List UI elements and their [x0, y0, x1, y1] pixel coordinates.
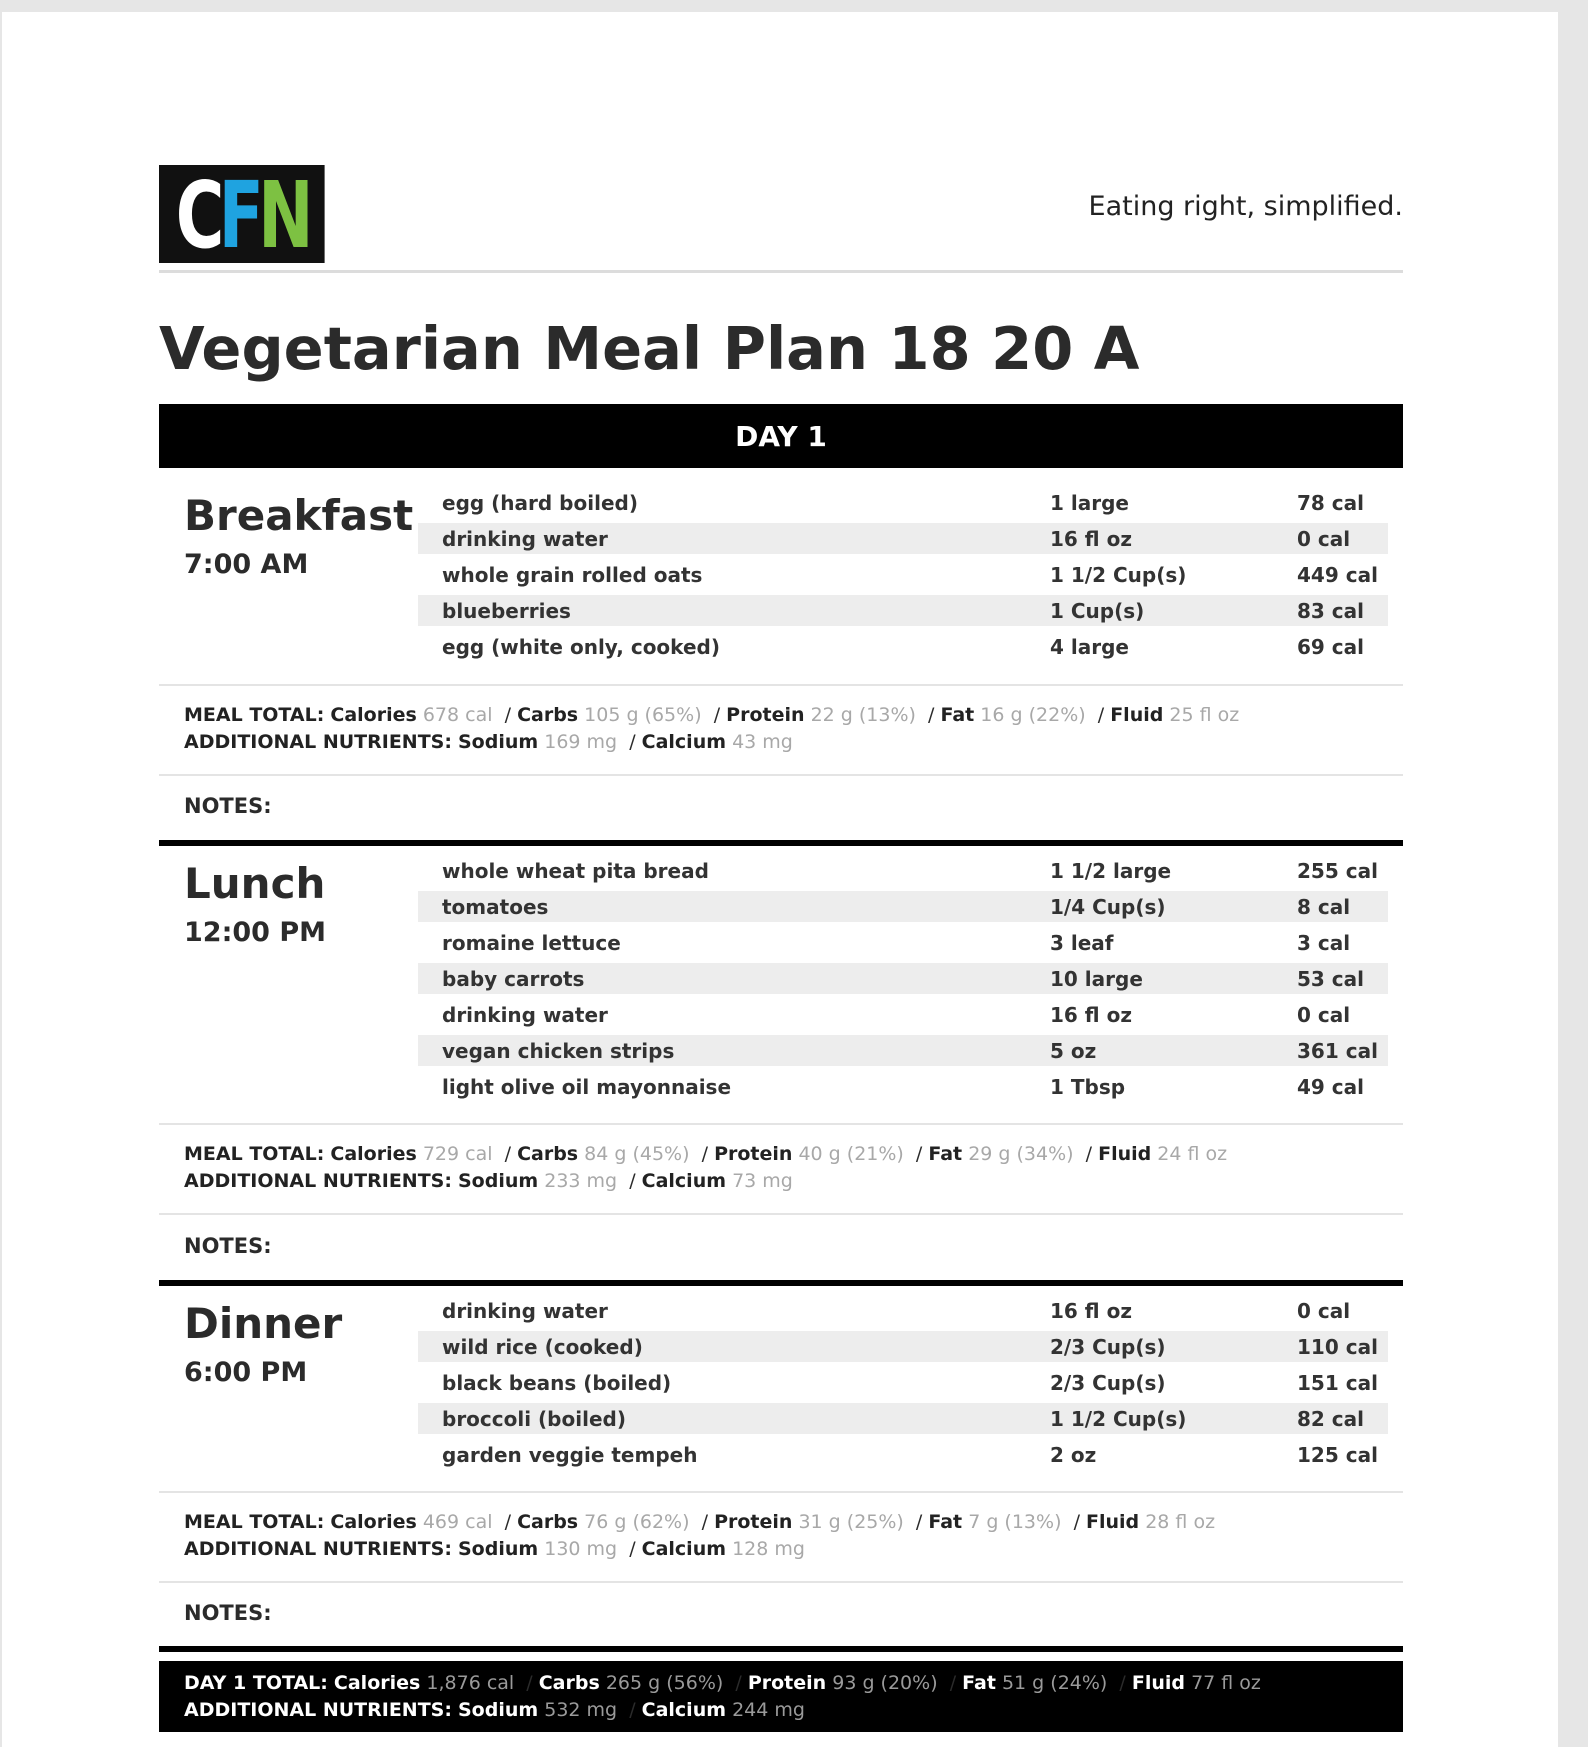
calcium-value: 128 mg — [732, 1538, 805, 1560]
food-calories: 69 cal — [1297, 635, 1365, 659]
fat-label: Fat — [928, 1511, 963, 1533]
meal-total-line: MEAL TOTAL: Calories 729 cal / Carbs 84 g (45%) / Protein 40 g (21%) / Fat 29 g (34%) / Fluid 24 fl oz — [184, 1143, 1228, 1165]
food-name: wild rice (cooked) — [442, 1335, 643, 1359]
meal-name: Breakfast — [184, 491, 414, 540]
food-quantity: 2/3 Cup(s) — [1050, 1335, 1166, 1359]
day-total-label: DAY 1 TOTAL: — [184, 1672, 328, 1694]
calories-label: Calories — [330, 704, 417, 726]
food-quantity: 4 large — [1050, 635, 1129, 659]
food-quantity: 5 oz — [1050, 1039, 1097, 1063]
fluid-label: Fluid — [1131, 1672, 1186, 1694]
notes-label: NOTES: — [184, 1601, 272, 1625]
food-row — [418, 1071, 1388, 1102]
notes-label: NOTES: — [184, 794, 272, 818]
food-calories: 151 cal — [1297, 1371, 1378, 1395]
food-quantity: 1 large — [1050, 491, 1129, 515]
food-row — [418, 963, 1388, 994]
meal-total-label: MEAL TOTAL: — [184, 1143, 325, 1165]
fluid-label: Fluid — [1110, 704, 1164, 726]
meal-totals — [184, 1509, 1215, 1563]
food-calories: 53 cal — [1297, 967, 1365, 991]
protein-value: 93 g (20%) — [832, 1672, 938, 1694]
calcium-value: 244 mg — [732, 1699, 805, 1721]
day-total-separator — [159, 1646, 1403, 1652]
food-row — [418, 927, 1388, 958]
meal-total-label: MEAL TOTAL: — [184, 1511, 325, 1533]
fat-value: 16 g (22%) — [980, 704, 1086, 726]
sodium-value: 532 mg — [544, 1699, 618, 1721]
meal-name: Dinner — [184, 1299, 343, 1348]
page — [2, 12, 1558, 1747]
food-calories: 49 cal — [1297, 1075, 1365, 1099]
calcium-label: Calcium — [641, 1170, 727, 1192]
food-row — [418, 631, 1388, 662]
sodium-value: 169 mg — [544, 731, 618, 753]
protein-label: Protein — [714, 1143, 793, 1165]
additional-nutrients-line: ADDITIONAL NUTRIENTS: Sodium 532 mg / Calcium 244 mg — [184, 1699, 805, 1721]
carbs-label: Carbs — [517, 704, 579, 726]
fat-label: Fat — [928, 1143, 963, 1165]
food-quantity: 1/4 Cup(s) — [1050, 895, 1166, 919]
food-calories: 449 cal — [1297, 563, 1378, 587]
day-header — [159, 404, 1403, 468]
fluid-value: 77 fl oz — [1191, 1672, 1261, 1694]
food-quantity: 16 fl oz — [1050, 1299, 1132, 1323]
calories-value: 678 cal — [422, 704, 493, 726]
page-header — [159, 153, 1403, 269]
carbs-label: Carbs — [517, 1143, 579, 1165]
meal-name: Lunch — [184, 859, 326, 908]
day-total-bar — [159, 1661, 1403, 1732]
calcium-value: 43 mg — [732, 731, 793, 753]
carbs-value: 265 g (56%) — [605, 1672, 724, 1694]
food-row — [418, 559, 1388, 590]
food-row — [418, 1439, 1388, 1470]
meal-total-label: MEAL TOTAL: — [184, 704, 325, 726]
food-name: egg (white only, cooked) — [442, 635, 720, 659]
additional-nutrients-label: ADDITIONAL NUTRIENTS: — [184, 1170, 452, 1192]
protein-label: Protein — [747, 1672, 827, 1694]
cfn-logo — [159, 162, 325, 269]
carbs-value: 105 g (65%) — [584, 704, 702, 726]
header-divider — [159, 270, 1403, 273]
food-name: blueberries — [442, 599, 571, 623]
food-row — [418, 1295, 1388, 1326]
food-quantity: 10 large — [1050, 967, 1143, 991]
protein-value: 22 g (13%) — [810, 704, 916, 726]
food-quantity: 1 1/2 Cup(s) — [1050, 1407, 1187, 1431]
carbs-label: Carbs — [517, 1511, 579, 1533]
day-total-line: DAY 1 TOTAL: Calories 1,876 cal / Carbs 265 g (56%) / Protein 93 g (20%) / Fat 51 g (24%) / Fluid 77 fl oz — [184, 1672, 1261, 1694]
food-quantity: 1 Tbsp — [1050, 1075, 1126, 1099]
food-name: romaine lettuce — [442, 931, 621, 955]
food-calories: 78 cal — [1297, 491, 1365, 515]
food-row — [418, 595, 1388, 626]
logo-letter-c: C — [175, 162, 219, 269]
divider — [159, 684, 1403, 686]
logo-letter-n: N — [258, 162, 308, 269]
additional-nutrients-label: ADDITIONAL NUTRIENTS: — [184, 1538, 452, 1560]
calcium-value: 73 mg — [732, 1170, 793, 1192]
food-calories: 83 cal — [1297, 599, 1365, 623]
food-name: drinking water — [442, 1299, 608, 1323]
food-row — [418, 891, 1388, 922]
food-name: egg (hard boiled) — [442, 491, 638, 515]
food-name: vegan chicken strips — [442, 1039, 675, 1063]
additional-nutrients-line: ADDITIONAL NUTRIENTS: Sodium 233 mg / Calcium 73 mg — [184, 1170, 793, 1192]
protein-label: Protein — [726, 704, 805, 726]
food-quantity: 1 Cup(s) — [1050, 599, 1145, 623]
food-calories: 110 cal — [1297, 1335, 1378, 1359]
divider — [159, 1491, 1403, 1493]
food-calories: 0 cal — [1297, 1299, 1351, 1323]
calories-value: 469 cal — [422, 1511, 493, 1533]
food-row — [418, 523, 1388, 554]
food-calories: 125 cal — [1297, 1443, 1378, 1467]
food-calories: 361 cal — [1297, 1039, 1378, 1063]
food-quantity: 16 fl oz — [1050, 1003, 1132, 1027]
fluid-value: 28 fl oz — [1145, 1511, 1216, 1533]
additional-nutrients-label: ADDITIONAL NUTRIENTS: — [184, 731, 452, 753]
food-row — [418, 1035, 1388, 1066]
meal-time: 6:00 PM — [184, 1357, 308, 1388]
food-name: drinking water — [442, 527, 608, 551]
food-row — [418, 855, 1388, 886]
fluid-value: 24 fl oz — [1157, 1143, 1228, 1165]
food-name: whole grain rolled oats — [442, 563, 703, 587]
additional-nutrients-line: ADDITIONAL NUTRIENTS: Sodium 130 mg / Calcium 128 mg — [184, 1538, 805, 1560]
food-quantity: 16 fl oz — [1050, 527, 1132, 551]
calcium-label: Calcium — [641, 731, 727, 753]
notes-label: NOTES: — [184, 1234, 272, 1258]
calories-value: 1,876 cal — [426, 1672, 515, 1694]
food-name: garden veggie tempeh — [442, 1443, 698, 1467]
calcium-label: Calcium — [641, 1699, 727, 1721]
meal-time: 7:00 AM — [184, 549, 309, 580]
calories-label: Calories — [333, 1672, 421, 1694]
calories-label: Calories — [330, 1143, 417, 1165]
divider — [159, 1213, 1403, 1215]
fluid-label: Fluid — [1098, 1143, 1152, 1165]
sodium-value: 233 mg — [544, 1170, 618, 1192]
calcium-label: Calcium — [641, 1538, 727, 1560]
food-calories: 8 cal — [1297, 895, 1351, 919]
food-calories: 255 cal — [1297, 859, 1378, 883]
sodium-label: Sodium — [458, 1699, 539, 1721]
fluid-value: 25 fl oz — [1169, 704, 1240, 726]
food-row — [418, 999, 1388, 1030]
food-calories: 82 cal — [1297, 1407, 1365, 1431]
page-title: Vegetarian Meal Plan 18 20 A — [159, 314, 1140, 383]
fluid-label: Fluid — [1086, 1511, 1140, 1533]
meal-time: 12:00 PM — [184, 917, 327, 948]
day-totals — [184, 1670, 1261, 1724]
food-quantity: 3 leaf — [1050, 931, 1114, 955]
food-calories: 0 cal — [1297, 527, 1351, 551]
day-label: DAY 1 — [735, 419, 827, 453]
food-name: baby carrots — [442, 967, 585, 991]
calories-value: 729 cal — [422, 1143, 493, 1165]
fat-label: Fat — [962, 1672, 996, 1694]
divider — [159, 774, 1403, 776]
food-quantity: 2 oz — [1050, 1443, 1097, 1467]
food-name: black beans (boiled) — [442, 1371, 672, 1395]
meal-separator — [159, 1280, 1403, 1286]
meal-total-line: MEAL TOTAL: Calories 469 cal / Carbs 76 g (62%) / Protein 31 g (25%) / Fat 7 g (13%) / Fluid 28 fl oz — [184, 1511, 1216, 1533]
protein-label: Protein — [714, 1511, 793, 1533]
food-row — [418, 1367, 1388, 1398]
food-name: tomatoes — [442, 895, 549, 919]
food-name: light olive oil mayonnaise — [442, 1075, 732, 1099]
tagline: Eating right, simplified. — [1088, 191, 1403, 222]
fat-value: 7 g (13%) — [968, 1511, 1062, 1533]
food-name: broccoli (boiled) — [442, 1407, 626, 1431]
calories-label: Calories — [330, 1511, 417, 1533]
food-row — [418, 487, 1388, 518]
sodium-label: Sodium — [458, 731, 539, 753]
divider — [159, 1581, 1403, 1583]
sodium-value: 130 mg — [544, 1538, 618, 1560]
logo-letter-f: F — [218, 162, 259, 269]
food-name: whole wheat pita bread — [442, 859, 709, 883]
food-calories: 0 cal — [1297, 1003, 1351, 1027]
food-calories: 3 cal — [1297, 931, 1351, 955]
additional-nutrients-line: ADDITIONAL NUTRIENTS: Sodium 169 mg / Calcium 43 mg — [184, 731, 793, 753]
food-row — [418, 1331, 1388, 1362]
food-name: drinking water — [442, 1003, 608, 1027]
sodium-label: Sodium — [458, 1538, 539, 1560]
meal-totals — [184, 702, 1239, 756]
meal-separator — [159, 840, 1403, 846]
meal-total-line: MEAL TOTAL: Calories 678 cal / Carbs 105 g (65%) / Protein 22 g (13%) / Fat 16 g (22%) / Fluid 25 fl oz — [184, 704, 1240, 726]
protein-value: 40 g (21%) — [798, 1143, 904, 1165]
fat-value: 51 g (24%) — [1001, 1672, 1108, 1694]
carbs-value: 76 g (62%) — [584, 1511, 690, 1533]
additional-nutrients-label: ADDITIONAL NUTRIENTS: — [184, 1699, 452, 1721]
fat-value: 29 g (34%) — [968, 1143, 1074, 1165]
fat-label: Fat — [940, 704, 975, 726]
food-quantity: 1 1/2 Cup(s) — [1050, 563, 1187, 587]
meal-totals — [184, 1141, 1227, 1195]
carbs-value: 84 g (45%) — [584, 1143, 690, 1165]
food-quantity: 2/3 Cup(s) — [1050, 1371, 1166, 1395]
carbs-label: Carbs — [538, 1672, 600, 1694]
sodium-label: Sodium — [458, 1170, 539, 1192]
food-row — [418, 1403, 1388, 1434]
divider — [159, 1123, 1403, 1125]
food-quantity: 1 1/2 large — [1050, 859, 1172, 883]
protein-value: 31 g (25%) — [798, 1511, 904, 1533]
